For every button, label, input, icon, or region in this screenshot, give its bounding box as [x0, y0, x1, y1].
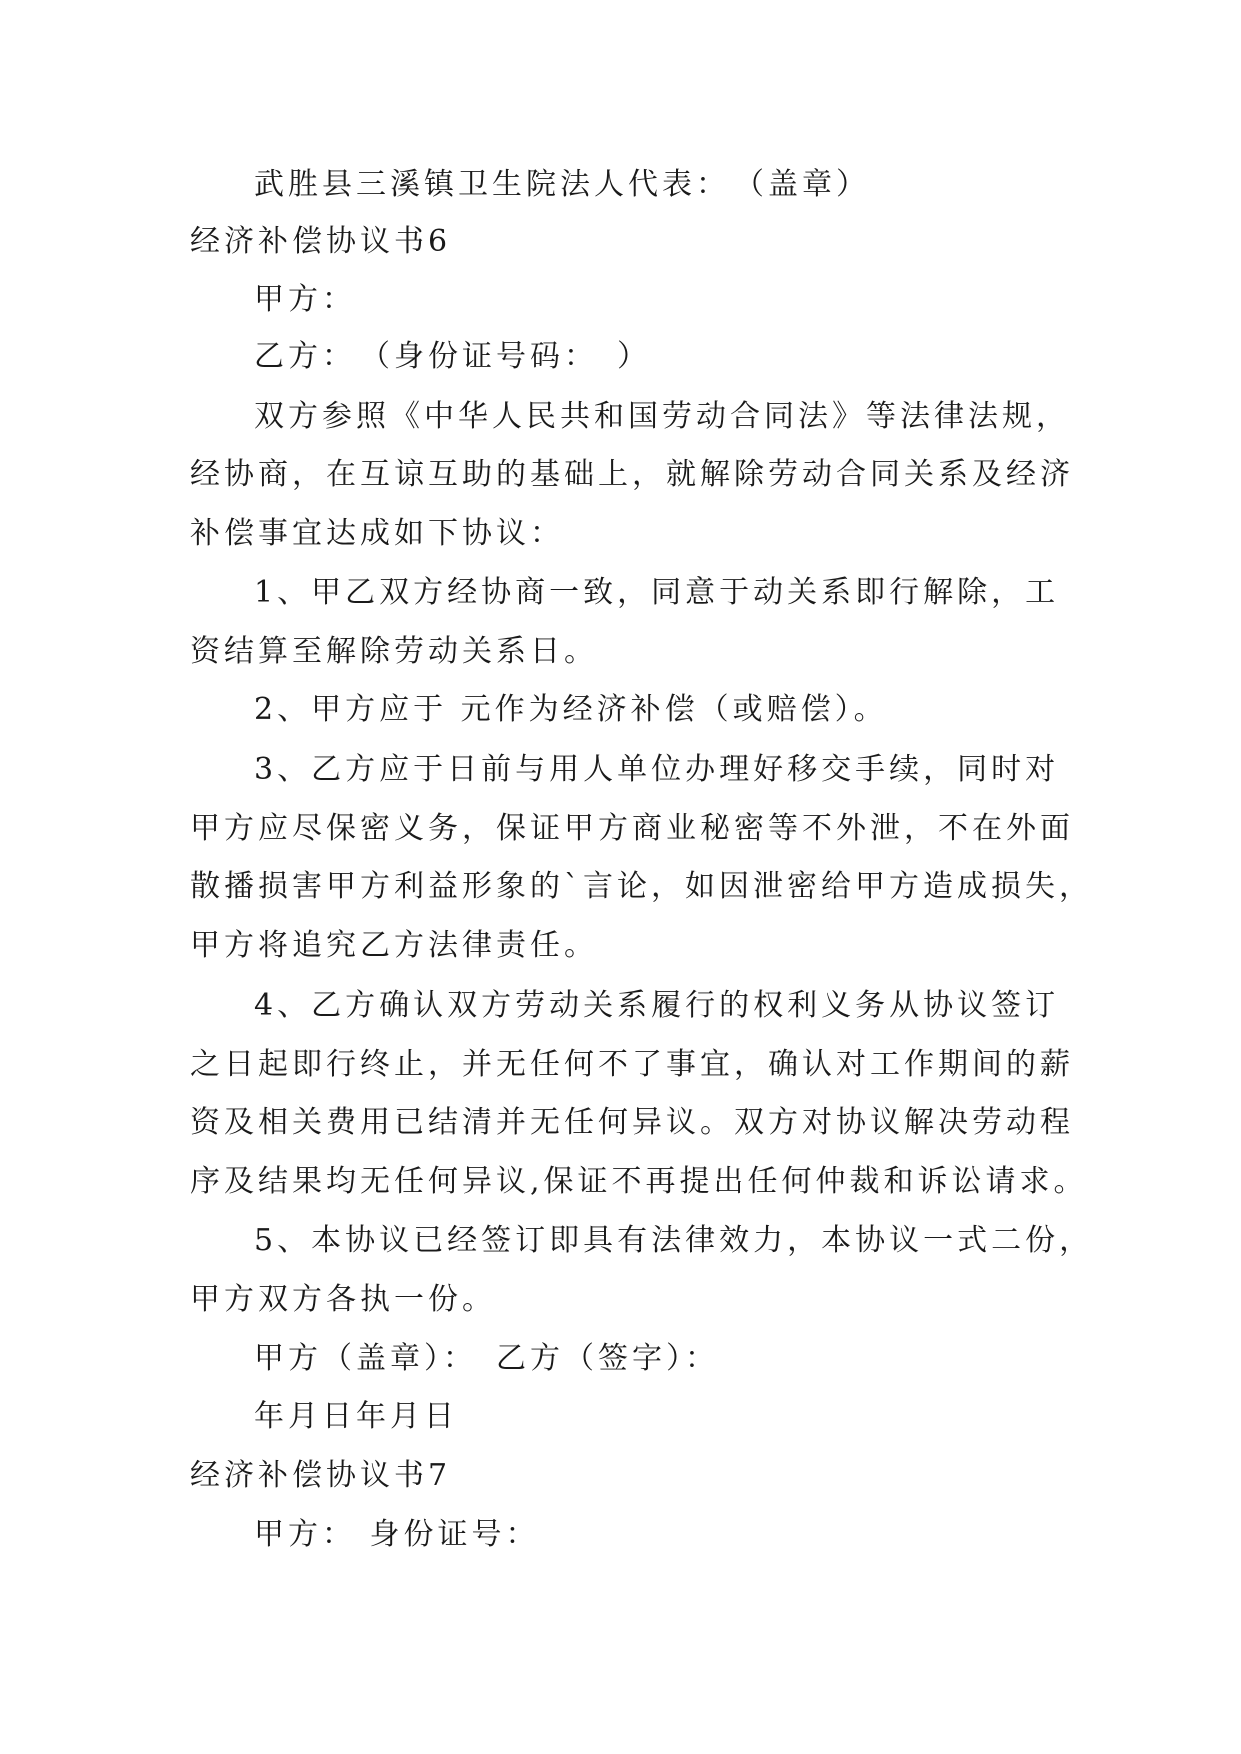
clause-1-line: 资结算至解除劳动关系日。 [190, 634, 598, 669]
signatory-line: 武胜县三溪镇卫生院法人代表： （盖章） [254, 167, 870, 202]
clause-2-line: 2、甲方应于 元作为经济补偿（或赔偿）。 [254, 692, 888, 727]
agreement-title-6: 经济补偿协议书6 [190, 224, 452, 259]
paragraph-line: 补偿事宜达成如下协议： [190, 516, 564, 551]
clause-4-line: 之日起即行终止，并无任何不了事宜，确认对工作期间的薪 [190, 1047, 1074, 1082]
clause-3-line: 甲方应尽保密义务，保证甲方商业秘密等不外泄，不在外面 [190, 811, 1074, 846]
party-a-line: 甲方： [254, 282, 356, 317]
clause-3-line: 甲方将追究乙方法律责任。 [190, 928, 598, 963]
clause-4-line: 序及结果均无任何异议,保证不再提出任何仲裁和诉讼请求。 [190, 1164, 1088, 1199]
date-line: 年月日年月日 [254, 1399, 458, 1434]
clause-4-line: 资及相关费用已结清并无任何异议。双方对协议解决劳动程 [190, 1105, 1074, 1140]
clause-5-line: 甲方双方各执一份。 [190, 1282, 496, 1317]
paragraph-line: 经协商，在互谅互助的基础上，就解除劳动合同关系及经济 [190, 457, 1074, 492]
agreement-title-7: 经济补偿协议书7 [190, 1458, 452, 1493]
party-a-id-line: 甲方： 身份证号： [254, 1517, 540, 1552]
clause-4-line: 4、乙方确认双方劳动关系履行的权利义务从协议签订 [254, 988, 1060, 1023]
clause-3-line: 散播损害甲方利益形象的`言论，如因泄密给甲方造成损失， [190, 869, 1093, 904]
clause-3-line: 3、乙方应于日前与用人单位办理好移交手续，同时对 [254, 752, 1060, 787]
paragraph-line: 双方参照《中华人民共和国劳动合同法》等法律法规， [254, 399, 1070, 434]
signature-line: 甲方（盖章）： 乙方（签字）： [254, 1341, 719, 1376]
clause-1-line: 1、甲乙双方经协商一致，同意于动关系即行解除，工 [254, 575, 1060, 610]
clause-5-line: 5、本协议已经签订即具有法律效力，本协议一式二份， [254, 1223, 1094, 1258]
party-b-line: 乙方： （身份证号码： ） [254, 339, 651, 374]
